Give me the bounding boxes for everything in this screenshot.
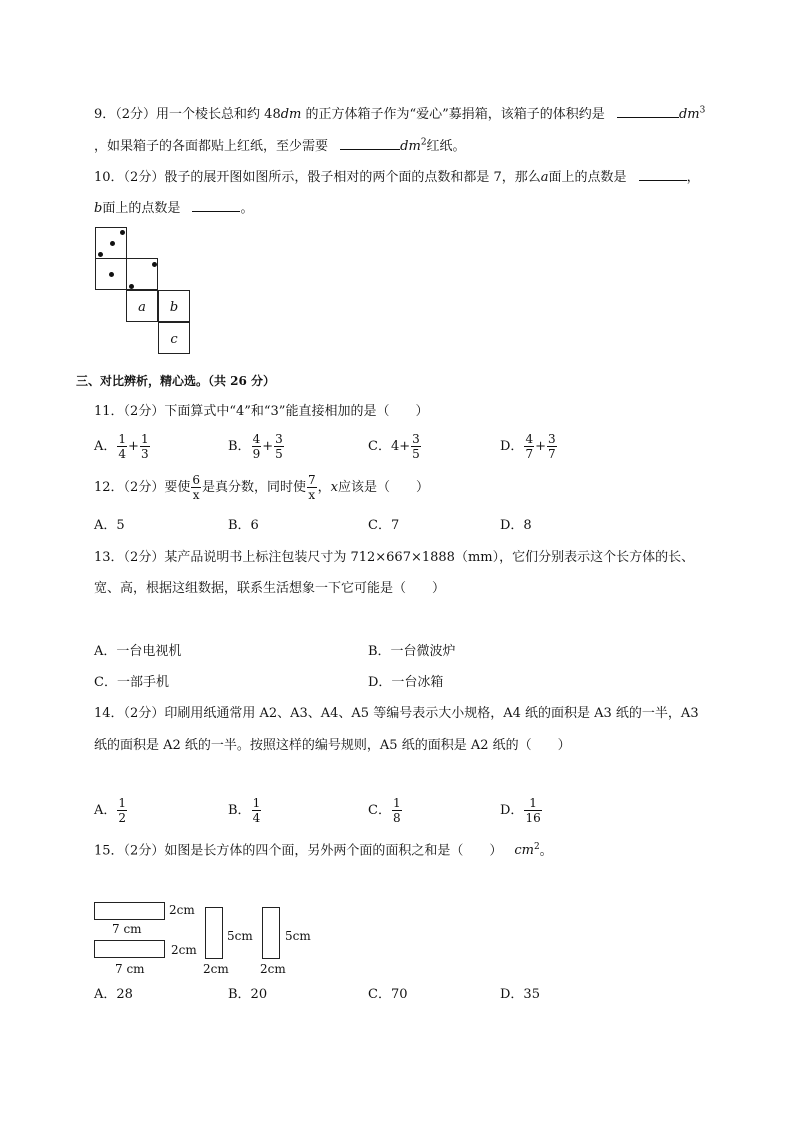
q10-text-2: 面上的点数是 xyxy=(102,201,181,216)
q14-option-b[interactable] xyxy=(228,797,262,824)
numerator: 1 xyxy=(118,432,127,446)
q9-text-2: ，如果箱子的各面都贴上红纸，至少需要 xyxy=(94,139,329,154)
superscript: 2 xyxy=(533,842,540,852)
dim-label: 2cm xyxy=(169,903,195,917)
q9-line2 xyxy=(94,137,466,153)
numerator: 3 xyxy=(412,432,420,446)
period: 。 xyxy=(240,201,254,216)
denominator: 7 xyxy=(547,447,556,461)
q9-text-post: 红纸。 xyxy=(426,139,466,154)
q12-option-b[interactable]: B．6 xyxy=(228,518,259,533)
q13-option-c[interactable]: C．一部手机 xyxy=(94,675,169,690)
q15-text: 15．（2分）如图是长方体的四个面，另外两个面的面积之和是（ ） xyxy=(94,843,503,859)
var-x: x xyxy=(330,480,338,495)
plus-sign: + xyxy=(535,439,546,454)
answer-blank[interactable] xyxy=(639,168,687,181)
plus-sign: + xyxy=(262,439,274,454)
answer-blank[interactable] xyxy=(192,199,240,212)
option-label: B． xyxy=(228,439,251,454)
option-label: A． xyxy=(94,439,117,454)
answer-blank[interactable] xyxy=(340,137,400,150)
numerator: 4 xyxy=(525,432,534,446)
q12-text-mid: 是真分数，同时使 xyxy=(201,480,306,495)
pip xyxy=(152,262,157,267)
numerator: 1 xyxy=(392,796,401,810)
unit-cm: cm xyxy=(514,843,534,859)
period: 。 xyxy=(539,843,553,859)
q10-line1 xyxy=(94,168,700,184)
option-label: B． xyxy=(228,803,251,818)
dice-face-b xyxy=(158,290,190,322)
q14-option-c[interactable] xyxy=(368,797,403,824)
face-label-a: a xyxy=(138,300,146,315)
q14-option-d[interactable] xyxy=(500,797,543,824)
fraction xyxy=(392,797,402,824)
denominator: 3 xyxy=(140,447,149,461)
q15-option-b[interactable]: B．20 xyxy=(228,987,268,1002)
q15-option-d[interactable]: D．35 xyxy=(500,987,540,1002)
q13-option-a[interactable]: A．一台电视机 xyxy=(94,644,182,659)
numerator: 1 xyxy=(252,796,261,810)
denominator: x xyxy=(308,488,316,502)
dim-label: 5cm xyxy=(285,929,311,943)
section-heading: 三、对比辨析，精心选。（共 26 分） xyxy=(76,374,276,388)
q12-option-c[interactable]: C．7 xyxy=(368,518,400,533)
numerator: 3 xyxy=(275,432,283,446)
denominator: 4 xyxy=(252,811,261,825)
q14-option-a[interactable] xyxy=(94,797,128,824)
fraction xyxy=(117,433,127,460)
denominator: 5 xyxy=(412,447,420,461)
dice-face-a xyxy=(126,290,158,322)
unit-dm: dm xyxy=(678,107,700,122)
pip xyxy=(110,241,115,246)
comma: ， xyxy=(686,170,700,185)
q9-text: 9．（2分）用一个棱长总和约 48 xyxy=(94,107,281,122)
q11-option-d[interactable] xyxy=(500,433,558,460)
q10-text-mid: 面上的点数是 xyxy=(548,170,627,185)
q15-option-a[interactable]: A．28 xyxy=(94,987,133,1002)
q14-line2: 纸的面积是 A2 纸的一半。按照这样的编号规则，A5 纸的面积是 A2 纸的（ ） xyxy=(94,738,571,753)
dim-label: 2cm xyxy=(203,962,229,976)
fraction xyxy=(547,433,557,460)
pip xyxy=(109,272,114,277)
whole-plus: 4+ xyxy=(390,439,411,454)
fraction xyxy=(274,433,284,460)
fraction xyxy=(524,797,541,824)
fraction xyxy=(411,433,421,460)
fraction xyxy=(140,433,150,460)
numerator: 1 xyxy=(140,432,149,446)
face-label-b: b xyxy=(169,300,179,315)
option-label: C． xyxy=(368,803,391,818)
unit-dm: dm xyxy=(400,139,421,154)
superscript: 2 xyxy=(420,137,427,148)
q14-line1: 14．（2分）印刷用纸通常用 A2、A3、A4、A5 等编号表示大小规格，A4 纸的面积是 A3 纸的一半，A3 xyxy=(94,706,699,721)
dice-face-2 xyxy=(126,258,158,290)
option-label: A． xyxy=(94,803,117,818)
q15-option-c[interactable]: C．70 xyxy=(368,987,408,1002)
pip xyxy=(120,230,125,235)
denominator: 9 xyxy=(252,447,261,461)
q15-stem xyxy=(94,843,553,857)
q12-option-d[interactable]: D．8 xyxy=(500,518,532,533)
q12-text-post: 应该是（ ） xyxy=(337,480,429,495)
q12-text: 12．（2分）要使 xyxy=(94,480,191,495)
q10-text: 10．（2分）骰子的展开图如图所示，骰子相对的两个面的点数和都是 7，那么 xyxy=(94,170,541,185)
unit-dm: dm xyxy=(280,107,302,122)
fraction xyxy=(191,474,201,501)
numerator: 6 xyxy=(192,473,200,487)
dice-face-c xyxy=(158,322,190,354)
dim-label: 7 cm xyxy=(115,962,145,976)
pip xyxy=(98,252,103,257)
numerator: 4 xyxy=(252,432,261,446)
numerator: 3 xyxy=(547,432,556,446)
dim-label: 2cm xyxy=(171,943,197,957)
numerator: 1 xyxy=(524,797,541,811)
dim-label: 7 cm xyxy=(112,922,142,936)
var-a: a xyxy=(540,170,549,185)
q9-line1 xyxy=(94,105,705,121)
denominator: 2 xyxy=(118,811,127,825)
q11-option-b[interactable] xyxy=(228,433,285,460)
denominator: 8 xyxy=(392,811,401,825)
superscript: 3 xyxy=(699,105,706,116)
fraction xyxy=(307,474,317,501)
plus-sign: + xyxy=(128,439,139,454)
denominator: 16 xyxy=(525,811,541,825)
face-rect-4 xyxy=(262,907,280,959)
face-label-c: c xyxy=(170,332,178,347)
q13-line1: 13．（2分）某产品说明书上标注包装尺寸为 712×667×1888（mm），它们分别表示这个长方体的长、 xyxy=(94,550,695,565)
q11-option-c[interactable] xyxy=(368,433,422,460)
comma: ， xyxy=(317,480,331,495)
q11-stem: 11．（2分）下面算式中“4”和“3”能直接相加的是（ ） xyxy=(94,404,429,419)
dice-face-1 xyxy=(95,258,127,290)
fraction xyxy=(252,433,262,460)
denominator: 5 xyxy=(275,447,283,461)
face-rect-1 xyxy=(94,902,165,920)
dim-label: 5cm xyxy=(227,929,253,943)
face-rect-2 xyxy=(94,940,165,958)
numerator: 1 xyxy=(118,796,127,810)
fraction xyxy=(524,433,534,460)
answer-blank[interactable] xyxy=(617,105,679,118)
pip xyxy=(129,284,134,289)
q13-line2: 宽、高，根据这组数据，联系生活想象一下它可能是（ ） xyxy=(94,581,446,596)
face-rect-3 xyxy=(205,907,223,959)
fraction xyxy=(117,797,127,824)
var-b: b xyxy=(94,201,103,216)
q13-option-b[interactable]: B．一台微波炉 xyxy=(368,644,456,659)
option-label: D． xyxy=(500,803,524,818)
option-label: C． xyxy=(368,439,391,454)
option-label: D． xyxy=(500,439,524,454)
q13-option-d[interactable]: D．一台冰箱 xyxy=(368,675,444,690)
q9-text-mid: 的正方体箱子作为“爱心”募捐箱，该箱子的体积约是 xyxy=(301,107,605,122)
fraction xyxy=(252,797,262,824)
numerator: 7 xyxy=(307,473,316,487)
q10-line2 xyxy=(94,199,254,215)
denominator: 4 xyxy=(118,447,127,461)
denominator: x xyxy=(192,488,200,502)
dice-face-3 xyxy=(95,227,127,259)
denominator: 7 xyxy=(525,447,534,461)
q11-option-a[interactable] xyxy=(94,433,151,460)
q12-option-a[interactable]: A．5 xyxy=(94,518,125,533)
dim-label: 2cm xyxy=(260,962,286,976)
q12-stem xyxy=(94,474,429,501)
